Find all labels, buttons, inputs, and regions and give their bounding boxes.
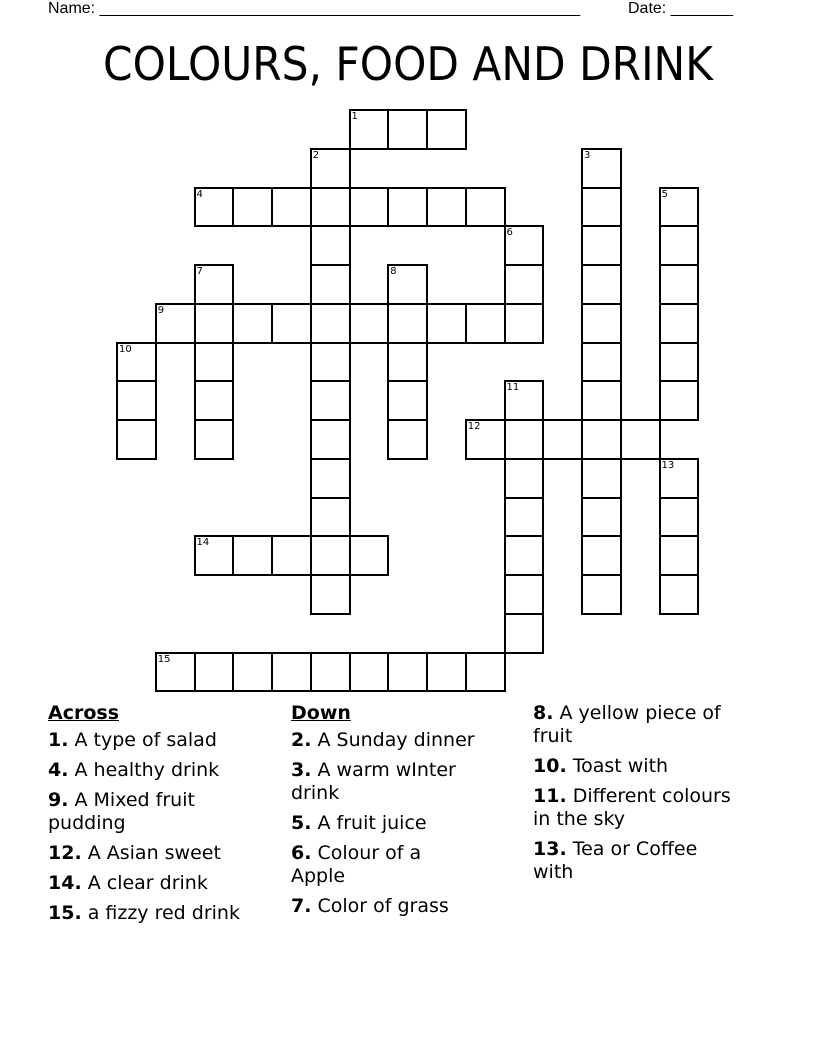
clue-down-13: 13. Tea or Coffee with [533,838,698,883]
grid-cell[interactable] [387,109,428,150]
grid-cell[interactable] [232,303,273,344]
grid-cell[interactable] [581,303,622,344]
grid-cell[interactable] [504,574,545,615]
clue-down-3: 3. A warm wInter drink [291,759,456,804]
grid-cell[interactable] [310,264,351,305]
grid-cell[interactable] [465,419,506,460]
grid-cell[interactable] [504,613,545,654]
grid-cell[interactable] [504,380,545,421]
cell-number: 2 [312,149,320,161]
grid-cell[interactable] [310,187,351,228]
grid-cell[interactable] [310,342,351,383]
grid-cell[interactable] [659,574,700,615]
grid-cell[interactable] [116,419,157,460]
grid-cell[interactable] [581,187,622,228]
grid-cell[interactable] [581,225,622,266]
grid-cell[interactable] [310,497,351,538]
clue-across-12: 12. A Asian sweet [48,842,221,864]
grid-cell[interactable] [310,419,351,460]
grid-cell[interactable] [310,380,351,421]
grid-cell[interactable] [232,535,273,576]
grid-cell[interactable] [542,419,583,460]
cell-number: 9 [157,304,165,316]
grid-cell[interactable] [194,652,235,693]
cell-number: 4 [196,188,203,200]
name-field-label: Name: ______________________________________________________ [48,0,581,17]
grid-cell[interactable] [581,264,622,305]
across-heading: Across [48,702,120,724]
grid-cell[interactable] [194,380,235,421]
clue-across-15: 15. a fizzy red drink [48,902,240,924]
grid-cell[interactable] [387,303,428,344]
grid-cell[interactable] [349,535,390,576]
grid-cell[interactable] [581,342,622,383]
cell-number: 5 [661,188,668,200]
grid-cell[interactable] [504,535,545,576]
grid-cell[interactable] [387,264,428,305]
clue-down-8: 8. A yellow piece of fruit [533,702,721,747]
clue-across-1: 1. A type of salad [48,729,217,751]
grid-cell[interactable] [426,652,467,693]
grid-cell[interactable] [310,574,351,615]
grid-cell[interactable] [581,419,622,460]
grid-cell[interactable] [116,380,157,421]
grid-cell[interactable] [310,535,351,576]
clue-down-11: 11. Different colours in the sky [533,785,731,830]
grid-cell[interactable] [310,303,351,344]
grid-cell[interactable] [659,342,700,383]
cell-number: 8 [390,266,397,277]
grid-cell[interactable] [581,535,622,576]
grid-cell[interactable] [465,303,506,344]
grid-cell[interactable] [659,264,700,305]
grid-cell[interactable] [581,497,622,538]
cell-number: 10 [119,343,132,355]
grid-cell[interactable] [194,535,235,576]
grid-cell[interactable] [155,652,196,693]
grid-cell[interactable] [310,458,351,499]
clue-across-14: 14. A clear drink [48,872,208,894]
grid-cell[interactable] [659,458,700,499]
grid-cell[interactable] [387,187,428,228]
grid-cell[interactable] [155,303,196,344]
down-clues [291,702,526,925]
grid-cell[interactable] [504,225,545,266]
across-clues [48,702,283,932]
grid-cell[interactable] [620,419,661,460]
grid-cell[interactable] [504,419,545,460]
grid-cell[interactable] [194,342,235,383]
down-clues-continued [533,702,768,891]
grid-cell[interactable] [581,148,622,189]
grid-cell[interactable] [659,225,700,266]
grid-cell[interactable] [659,303,700,344]
cell-number: 12 [467,421,481,432]
grid-cell[interactable] [465,187,506,228]
grid-cell[interactable] [426,109,467,150]
grid-cell[interactable] [659,380,700,421]
clue-down-5: 5. A fruit juice [291,812,427,834]
date-field-label: Date: _______ [628,0,733,17]
cell-number: 7 [196,266,203,277]
cell-number: 11 [506,382,520,394]
cell-number: 13 [661,459,675,471]
grid-cell[interactable] [271,187,312,228]
grid-cell[interactable] [310,225,351,266]
grid-cell[interactable] [349,303,390,344]
grid-cell[interactable] [232,187,273,228]
grid-cell[interactable] [194,303,235,344]
cell-number: 14 [196,537,210,549]
grid-cell[interactable] [387,380,428,421]
grid-cell[interactable] [349,652,390,693]
grid-cell[interactable] [310,148,351,189]
grid-cell[interactable] [581,458,622,499]
grid-cell[interactable] [349,109,390,150]
grid-cell[interactable] [581,574,622,615]
grid-cell[interactable] [426,303,467,344]
grid-cell[interactable] [271,535,312,576]
grid-cell[interactable] [504,303,545,344]
grid-cell[interactable] [271,303,312,344]
clue-down-7: 7. Color of grass [291,895,449,917]
grid-cell[interactable] [659,187,700,228]
grid-cell[interactable] [116,342,157,383]
clue-across-9: 9. A Mixed fruit pudding [48,789,195,834]
grid-cell[interactable] [387,419,428,460]
grid-cell[interactable] [387,652,428,693]
grid-cell[interactable] [349,187,390,228]
clue-down-6: 6. Colour of a Apple [291,842,422,887]
clue-down-2: 2. A Sunday dinner [291,729,475,751]
down-heading: Down [291,702,351,724]
clue-down-10: 10. Toast with [533,755,669,777]
grid-cell[interactable] [504,458,545,499]
grid-cell[interactable] [271,652,312,693]
grid-cell[interactable] [504,264,545,305]
cell-number: 15 [157,653,171,665]
clue-across-4: 4. A healthy drink [48,759,220,781]
grid-cell[interactable] [194,419,235,460]
grid-cell[interactable] [504,497,545,538]
page-title: COLOURS, FOOD AND DRINK [103,37,713,91]
grid-cell[interactable] [659,497,700,538]
cell-number: 1 [351,111,358,122]
grid-cell[interactable] [310,652,351,693]
grid-cell[interactable] [194,264,235,305]
grid-cell[interactable] [659,535,700,576]
grid-cell[interactable] [387,342,428,383]
grid-cell[interactable] [581,380,622,421]
cell-number: 3 [584,149,591,161]
cell-number: 6 [506,227,513,239]
grid-cell[interactable] [194,187,235,228]
grid-cell[interactable] [465,652,506,693]
grid-cell[interactable] [426,187,467,228]
grid-cell[interactable] [232,652,273,693]
